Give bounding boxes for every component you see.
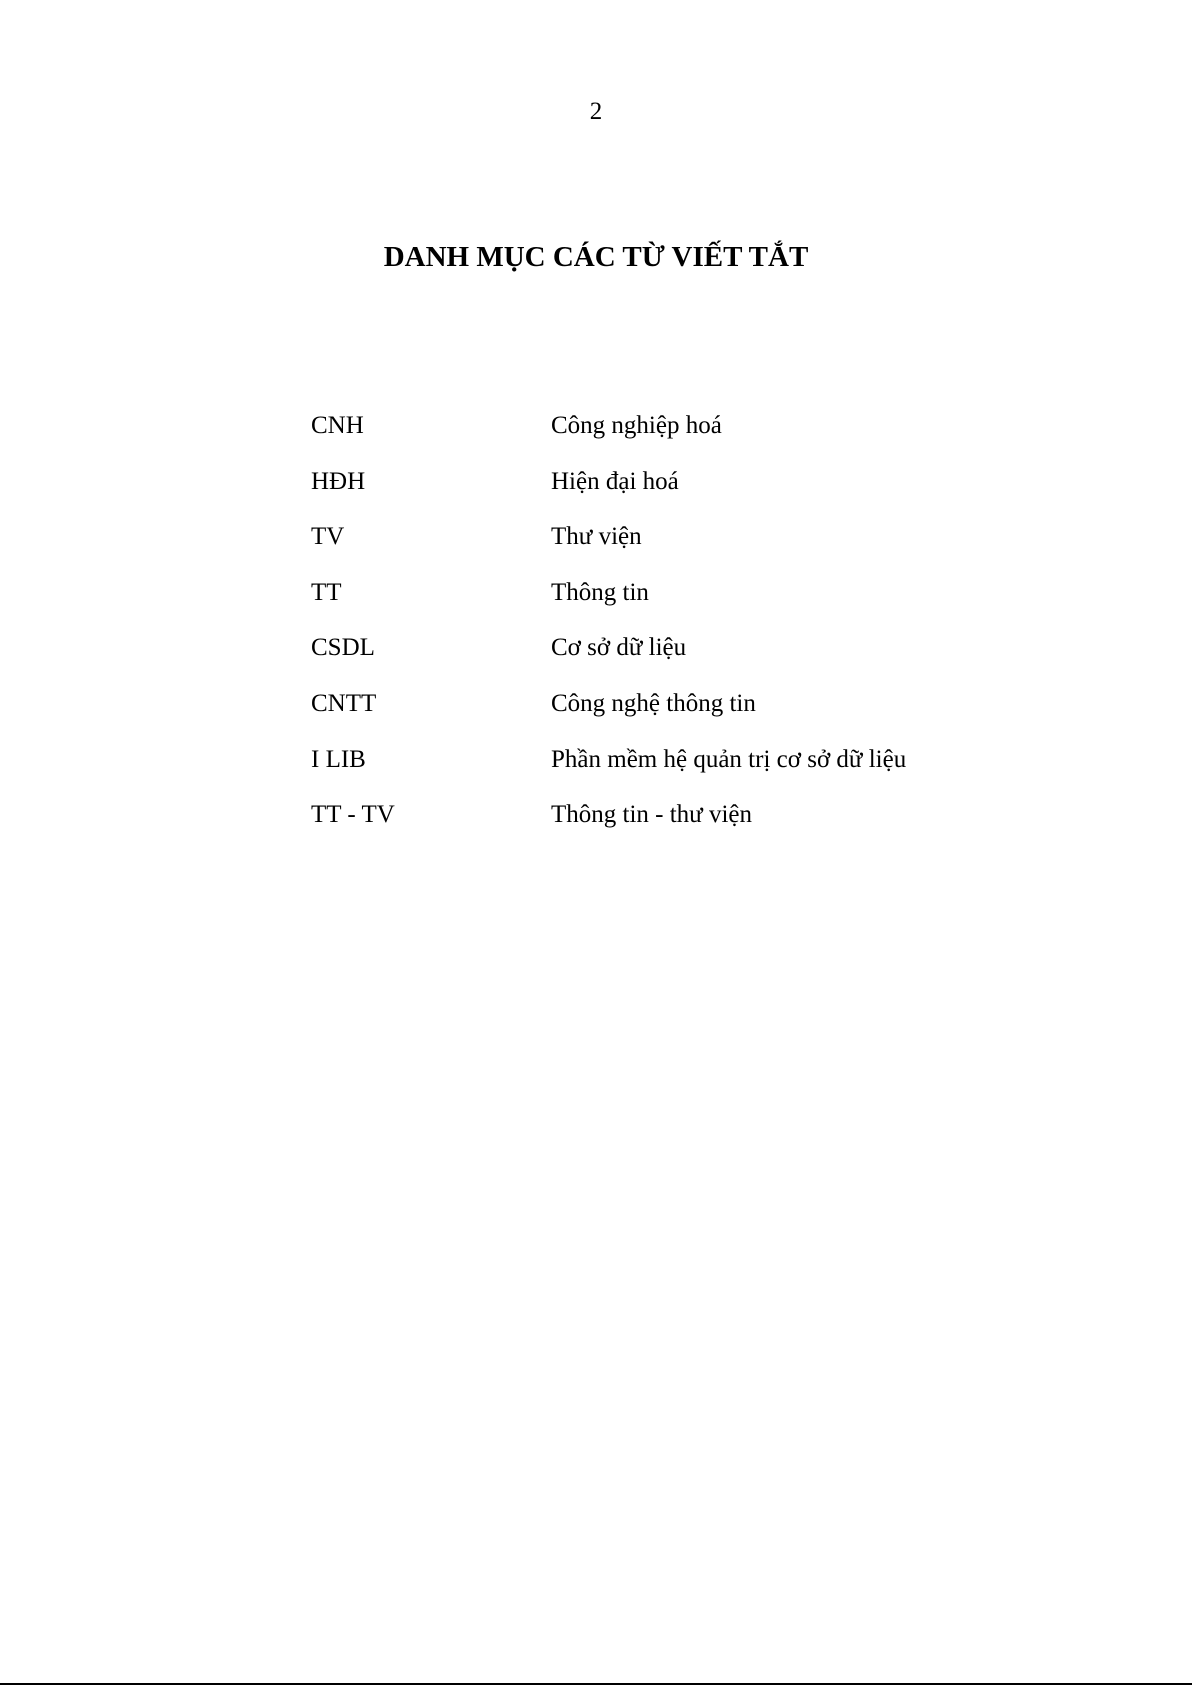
abbreviation-row	[311, 632, 1011, 688]
abbreviation-term: HĐH	[311, 467, 366, 495]
abbreviation-row	[311, 466, 1011, 522]
abbreviation-term: CNH	[311, 412, 364, 439]
abbreviation-meaning: Công nghiệp hoá	[551, 412, 722, 439]
abbreviation-meaning: Cơ sở dữ liệu	[551, 634, 687, 662]
abbreviation-list	[311, 410, 1011, 855]
abbreviation-meaning: Phần mềm hệ quản trị cơ sở dữ liệu	[551, 745, 907, 773]
abbreviation-meaning: Công nghệ thông tin	[551, 689, 756, 717]
abbreviation-term: TT	[311, 578, 342, 606]
abbreviation-meaning: Hiện đại hoá	[551, 467, 679, 495]
abbreviation-row	[311, 410, 1011, 466]
abbreviation-meaning: Thông tin - thư viện	[551, 801, 753, 829]
abbreviation-term: TV	[311, 523, 345, 551]
abbreviation-term: CNTT	[311, 689, 377, 717]
page-number: 2	[589, 98, 603, 125]
abbreviation-row	[311, 799, 1011, 855]
abbreviation-row	[311, 577, 1011, 633]
abbreviation-term: CSDL	[311, 634, 375, 662]
page-title: DANH MỤC CÁC TỪ VIẾT TẮT	[383, 241, 809, 273]
abbreviation-row	[311, 688, 1011, 744]
abbreviation-row	[311, 744, 1011, 800]
abbreviation-term: TT - TV	[311, 801, 395, 829]
abbreviation-row	[311, 521, 1011, 577]
abbreviation-meaning: Thông tin	[551, 578, 649, 606]
abbreviation-term: I LIB	[311, 745, 366, 773]
abbreviation-meaning: Thư viện	[551, 523, 642, 551]
